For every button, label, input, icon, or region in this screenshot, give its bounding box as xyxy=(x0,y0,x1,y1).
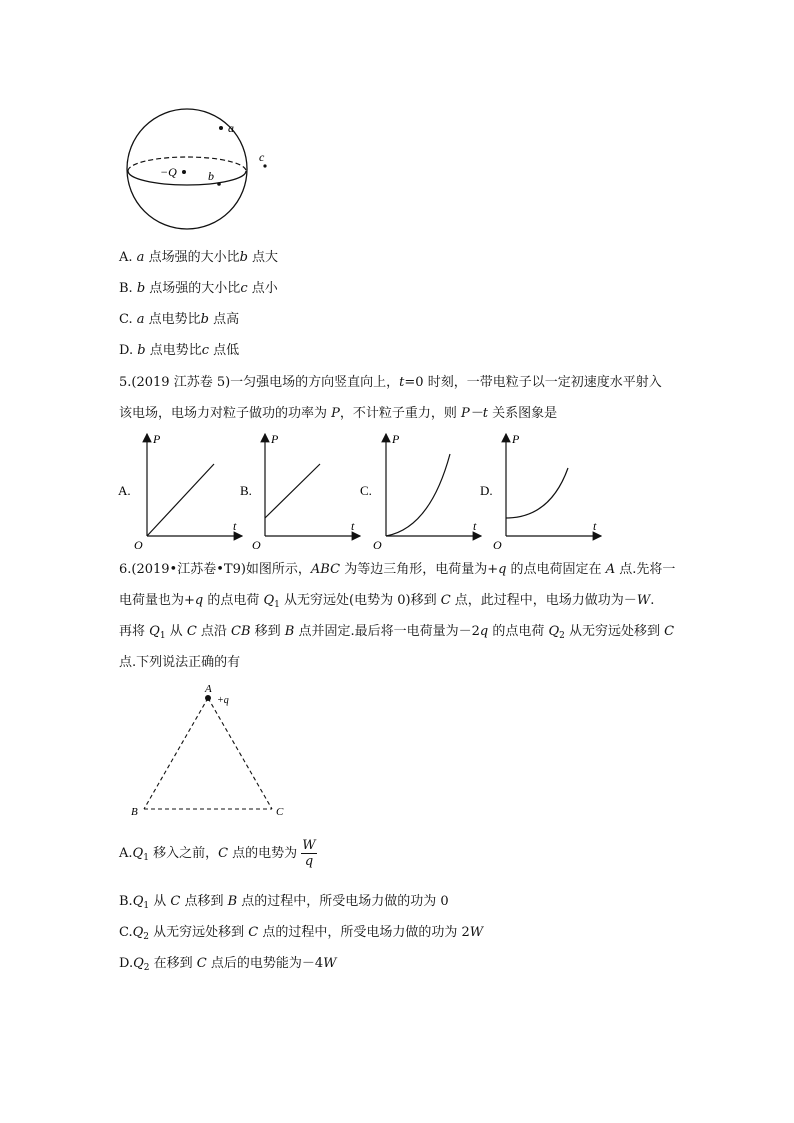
var-C: C xyxy=(218,846,229,861)
fraction-denominator: q xyxy=(304,854,314,869)
subscript: 1 xyxy=(274,600,280,610)
var-B: B xyxy=(227,894,238,909)
stem-text: 点沿 xyxy=(196,624,232,639)
option-text: 点的电势为 xyxy=(228,846,302,861)
point-a xyxy=(219,126,223,130)
var-C: C xyxy=(248,925,259,940)
q6-stem-line1 xyxy=(119,562,675,578)
var-P: P xyxy=(331,406,340,421)
var-W: W xyxy=(636,593,651,608)
point-symbol: b xyxy=(136,281,146,296)
q4-option-d xyxy=(119,343,239,359)
q4-option-c xyxy=(119,312,239,328)
label-c: c xyxy=(259,150,265,164)
var-Q: Q xyxy=(132,925,144,940)
option-label: B. xyxy=(119,281,137,296)
var-q: q xyxy=(498,562,507,577)
stem-text: 再将 xyxy=(119,624,150,639)
graph-b xyxy=(240,432,360,552)
graph-a-label: A. xyxy=(118,483,131,498)
graph-d-curve xyxy=(506,468,568,518)
var-Pt: P－t xyxy=(461,406,489,421)
sphere-figure xyxy=(120,104,290,234)
stem-text: 电荷量也为+ xyxy=(119,593,195,608)
origin-label: O xyxy=(493,538,502,552)
point-symbol: c xyxy=(201,343,209,358)
vertex-A-label: A xyxy=(205,683,212,695)
graph-b-curve xyxy=(265,464,320,518)
axis-y-label: P xyxy=(153,432,161,446)
axis-y-label: P xyxy=(392,432,400,446)
option-text: 点高 xyxy=(213,312,240,327)
option-text: 点后的电势能为－4 xyxy=(206,956,324,971)
var-C: C xyxy=(196,956,207,971)
label-a: a xyxy=(228,121,234,135)
q5-stem-line2 xyxy=(119,406,557,422)
charge-q-label: +q xyxy=(217,695,229,706)
var-C: C xyxy=(440,593,451,608)
graph-c-label: C. xyxy=(360,483,372,498)
point-symbol: a xyxy=(136,250,145,265)
origin-label: O xyxy=(373,538,382,552)
stem-text: 的点电荷固定在 xyxy=(506,562,606,577)
stem-text: 6.(2019•江苏卷•T9)如图所示， xyxy=(119,562,311,577)
stem-text: 5.(2019 江苏卷 5)一匀强电场的方向竖直向上， xyxy=(119,375,400,390)
stem-text: =0 时刻，一带电粒子以一定初速度水平射入 xyxy=(404,375,662,390)
var-q: q xyxy=(194,593,204,608)
label-Q: −Q xyxy=(160,165,177,179)
option-label: A. xyxy=(119,250,137,265)
point-symbol: b xyxy=(239,250,248,265)
graph-a-curve xyxy=(147,464,214,536)
var-W: W xyxy=(469,925,484,940)
option-text: 点移到 xyxy=(180,894,228,909)
subscript: 1 xyxy=(143,901,150,911)
stem-text: 从 xyxy=(165,624,187,639)
q6-stem-line3 xyxy=(119,624,674,640)
graph-c xyxy=(360,432,481,552)
option-label: D. xyxy=(119,343,138,358)
label-b: b xyxy=(208,169,214,183)
fraction-numerator: W xyxy=(302,838,316,853)
axis-y-label: P xyxy=(512,432,520,446)
stem-text: 从无穷远处移到 xyxy=(564,624,665,639)
subscript: 2 xyxy=(143,963,150,973)
charge-at-A xyxy=(205,695,211,701)
var-C: C xyxy=(170,894,181,909)
stem-text: 移到 xyxy=(250,624,285,639)
option-text: 在移到 xyxy=(149,956,197,971)
option-label: C. xyxy=(119,312,137,327)
option-text: 点电势比 xyxy=(149,343,202,358)
option-text: 点的过程中，所受电场力做的功为 2 xyxy=(258,925,470,940)
var-t: t xyxy=(399,375,405,390)
var-B: B xyxy=(284,624,295,639)
axis-x-label: t xyxy=(473,519,477,533)
graph-b-label: B. xyxy=(240,483,252,498)
option-label: C. xyxy=(119,925,133,940)
stem-text: 该电场，电场力对粒子做功的功率为 xyxy=(119,406,332,421)
graph-d-label: D. xyxy=(480,483,493,498)
stem-text: 的点电荷 xyxy=(488,624,549,639)
graph-d xyxy=(480,432,601,552)
option-text: 点电势比 xyxy=(148,312,201,327)
stem-text: 点.下列说法正确的有 xyxy=(119,655,241,670)
option-text: 点场强的大小比 xyxy=(148,250,240,265)
subscript: 1 xyxy=(143,853,149,863)
point-symbol: c xyxy=(240,281,248,296)
stem-text: 关系图象是 xyxy=(488,406,558,421)
option-text: 从 xyxy=(149,894,171,909)
stem-text: ，不计粒子重力，则 xyxy=(339,406,462,421)
point-symbol: b xyxy=(137,343,146,358)
origin-label: O xyxy=(252,538,261,552)
stem-text: 点并固定.最后将一电荷量为－2 xyxy=(294,624,480,639)
q6-stem-line2 xyxy=(119,593,654,609)
point-symbol: b xyxy=(200,312,209,327)
axis-x-label: t xyxy=(593,519,597,533)
origin-label: O xyxy=(134,538,143,552)
var-C: C xyxy=(186,624,197,639)
subscript: 2 xyxy=(559,631,565,641)
var-Q: Q xyxy=(132,894,144,909)
var-ABC: ABC xyxy=(310,562,341,577)
option-label: D. xyxy=(119,956,134,971)
option-text: 从无穷远处移到 xyxy=(149,925,249,940)
axis-x-label: t xyxy=(351,519,355,533)
q6-option-d xyxy=(119,956,337,972)
var-q: q xyxy=(479,624,489,639)
var-A: A xyxy=(605,562,616,577)
var-Q: Q xyxy=(133,956,144,971)
stem-text: 为等边三角形，电荷量为+ xyxy=(340,562,499,577)
var-Q: Q xyxy=(548,624,560,639)
var-W: W xyxy=(323,956,337,971)
q6-option-b xyxy=(119,894,449,910)
graph-c-curve xyxy=(386,454,450,536)
var-C: C xyxy=(664,624,675,639)
axis-y-label: P xyxy=(271,432,279,446)
q4-option-a xyxy=(119,250,278,266)
q6-stem-line4 xyxy=(119,655,240,671)
var-Q: Q xyxy=(132,846,144,861)
point-symbol: a xyxy=(136,312,145,327)
option-text: 点场强的大小比 xyxy=(149,281,241,296)
subscript: 2 xyxy=(143,932,150,942)
option-label: B. xyxy=(119,894,133,909)
fraction-W-over-q xyxy=(301,838,316,869)
stem-text: 点.先将一 xyxy=(615,562,676,577)
stem-text: 的点电荷 xyxy=(203,593,264,608)
q4-option-b xyxy=(119,281,278,297)
q5-graphs xyxy=(112,428,612,553)
stem-text: . xyxy=(650,593,655,608)
var-CB: CB xyxy=(231,624,251,639)
option-text: 点大 xyxy=(252,250,279,265)
q5-stem-line1 xyxy=(119,375,662,391)
charge-Q xyxy=(182,170,186,174)
point-c xyxy=(263,164,266,167)
stem-text: 点，此过程中，电场力做功为－ xyxy=(450,593,637,608)
vertex-C-label: C xyxy=(276,806,284,818)
vertex-B-label: B xyxy=(131,806,138,818)
var-Q: Q xyxy=(263,593,275,608)
axis-x-label: t xyxy=(233,519,237,533)
q6-option-c xyxy=(119,925,483,941)
option-text: 移入之前， xyxy=(148,846,219,861)
option-text: 点低 xyxy=(213,343,240,358)
option-text: 点的过程中，所受电场力做的功为 0 xyxy=(237,894,449,909)
subscript: 1 xyxy=(159,631,166,641)
triangle-figure xyxy=(125,680,295,822)
graph-a xyxy=(118,432,242,552)
stem-text: 从无穷远处(电势为 0)移到 xyxy=(279,593,441,608)
var-Q: Q xyxy=(149,624,160,639)
option-label: A. xyxy=(119,846,133,861)
q6-option-a xyxy=(119,838,317,870)
point-b xyxy=(217,182,221,186)
option-text: 点小 xyxy=(251,281,278,296)
